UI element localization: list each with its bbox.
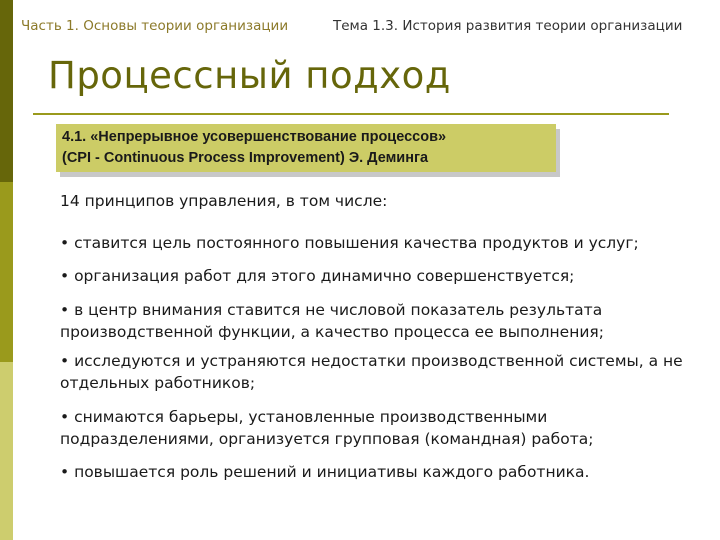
intro-text: 14 принципов управления, в том числе: <box>60 192 388 210</box>
header-topic: Тема 1.3. История развития теории организации <box>333 18 683 34</box>
subtitle-line-2: (CPI - Continuous Process Improvement) Э. Деминга <box>62 150 429 166</box>
bullet-item: • организация работ для этого динамично совершенствуется; <box>60 267 575 285</box>
bullet-item: • повышается роль решений и инициативы каждого работника. <box>60 463 590 481</box>
bullet-item: • исследуются и устраняются недостатки производственной системы, а не отдельных работников; <box>60 352 683 392</box>
bullet-item: • снимаются барьеры, установленные производственными подразделениями, организуется групповая (командная) работа; <box>60 408 594 448</box>
sidebar-segment-mid <box>0 182 13 362</box>
sidebar-decoration <box>0 0 13 540</box>
subtitle-box <box>56 124 556 172</box>
bullet-item: • в центр внимания ставится не числовой показатель результата производственной функции, а качество процесса ее выполнения; <box>60 301 604 341</box>
bullet-item: • ставится цель постоянного повышения качества продуктов и услуг; <box>60 234 639 252</box>
sidebar-segment-dark <box>0 0 13 182</box>
slide-title: Процессный подход <box>48 54 451 97</box>
header-part: Часть 1. Основы теории организации <box>21 18 289 34</box>
sidebar-segment-light <box>0 362 13 540</box>
title-divider <box>33 113 669 115</box>
subtitle-line-1: 4.1. «Непрерывное усовершенствование процессов» <box>62 129 447 145</box>
